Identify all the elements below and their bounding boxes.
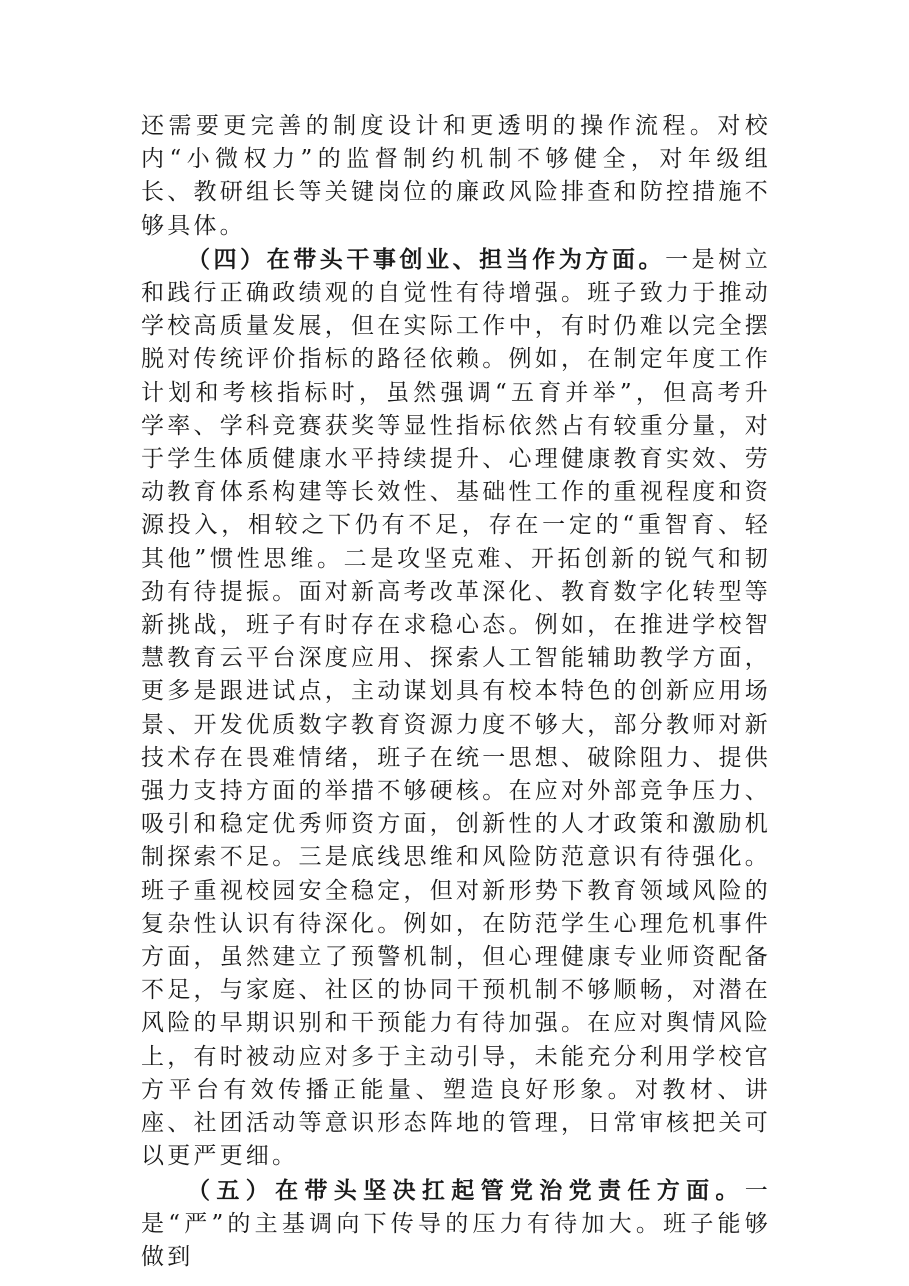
section-heading: （五）在带头坚决扛起管党治党责任方面。 bbox=[187, 1176, 745, 1204]
document-body bbox=[141, 110, 771, 1274]
paragraph-section-five bbox=[141, 1174, 771, 1275]
paragraph-section-four bbox=[141, 243, 771, 1174]
paragraph-body: 还需要更完善的制度设计和更透明的操作流程。对校内“小微权力”的监督制约机制不够健全，对年级组长、教研组长等关键岗位的廉政风险排查和防控措施不够具体。 bbox=[141, 113, 771, 239]
paragraph-continuation bbox=[141, 110, 771, 243]
section-heading: （四）在带头干事创业、担当作为方面。 bbox=[187, 245, 666, 273]
paragraph-body: 一是“严”的主基调向下传导的压力有待加大。班子能够做到 bbox=[141, 1177, 771, 1270]
paragraph-body: 一是树立和践行正确政绩观的自觉性有待增强。班子致力于推动学校高质量发展，但在实际工作中，有时仍难以完全摆脱对传统评价指标的路径依赖。例如，在制定年度工作计划和考核指标时，虽然强调“五育并举”，但高考升学率、学科竞赛获奖等显性指标依然占有较重分量，对于学生体质健康水平持续提升、心理健康教育实效、劳动教育体系构建等长效性、基础性工作的重视程度和资源投入，相较之下仍有不足，存在一定的“重智育、轻其他”惯性思维。二是攻坚克难、开拓创新的锐气和韧劲有待提振。面对新高考改革深化、教育数字化转型等新挑战，班子有时存在求稳心态。例如，在推进学校智慧教育云平台深度应用、探索人工智能辅助教学方面，更多是跟进试点，主动谋划具有校本特色的创新应用场景、开发优质数字教育资源力度不够大，部分教师对新技术存在畏难情绪，班子在统一思想、破除阻力、提供强力支持方面的举措不够硬核。在应对外部竞争压力、吸引和稳定优秀师资方面，创新性的人才政策和激励机制探索不足。三是底线思维和风险防范意识有待强化。班子重视校园安全稳定，但对新形势下教育领域风险的复杂性认识有待深化。例如，在防范学生心理危机事件方面，虽然建立了预警机制，但心理健康专业师资配备不足，与家庭、社区的协同干预机制不够顺畅，对潜在风险的早期识别和干预能力有待加强。在应对舆情风险上，有时被动应对多于主动引导，未能充分利用学校官方平台有效传播正能量、塑造良好形象。对教材、讲座、社团活动等意识形态阵地的管理，日常审核把关可以更严更细。 bbox=[141, 246, 771, 1170]
